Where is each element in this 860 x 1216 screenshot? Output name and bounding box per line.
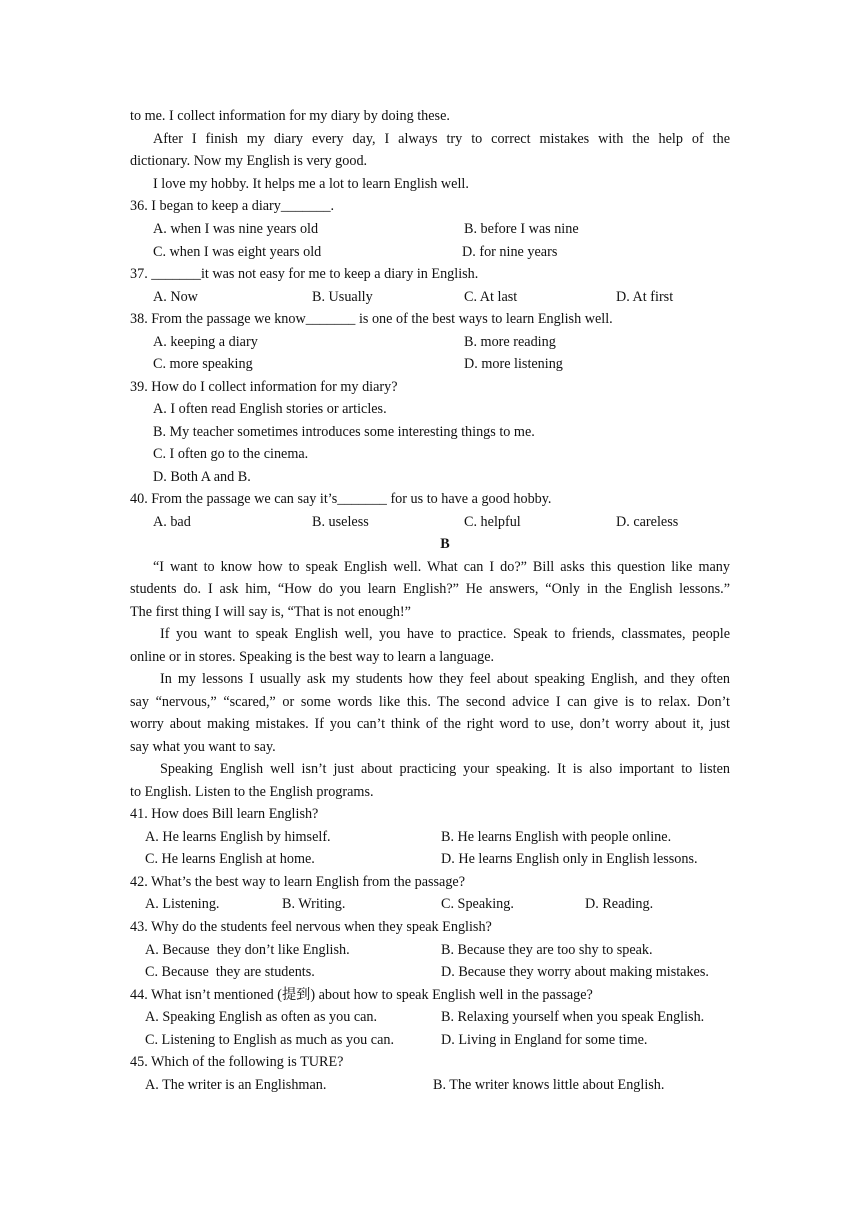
answer-option: D. for nine years (462, 244, 558, 260)
passage-b-line: students do. I ask him, “How do you learn English?” He answers, “Only in the English lessons.” (130, 581, 730, 597)
question-stem: 40. From the passage we can say it’s_______ for us to have a good hobby. (130, 491, 552, 507)
section-title: B (440, 536, 450, 552)
question-stem: 38. From the passage we know_______ is one of the best ways to learn English well. (130, 311, 613, 327)
passage-b-line: “I want to know how to speak English well. What can I do?” Bill asks this question like many (153, 559, 730, 575)
question-stem: 41. How does Bill learn English? (130, 806, 319, 822)
answer-option: B. useless (312, 514, 369, 530)
answer-option: A. when I was nine years old (153, 221, 319, 237)
question-stem: 45. Which of the following is TURE? (130, 1054, 344, 1070)
answer-option: C. more speaking (153, 356, 253, 372)
passage-b-line: If you want to speak English well, you have to practice. Speak to friends, classmates, people (160, 626, 730, 642)
answer-option: D. Because they worry about making mistakes. (441, 964, 709, 980)
answer-option: D. At first (616, 289, 674, 305)
passage-b-line: worry about making mistakes. If you can’t think of the right word to use, don’t worry about it, just (130, 716, 730, 732)
answer-option: B. Usually (312, 289, 373, 305)
question-stem: 42. What’s the best way to learn English from the passage? (130, 874, 466, 890)
question-stem: 39. How do I collect information for my diary? (130, 379, 398, 395)
answer-option: B. before I was nine (464, 221, 579, 237)
answer-option: A. Now (153, 289, 198, 305)
passage-b-line: The first thing I will say is, “That is not enough!” (130, 604, 411, 620)
answer-option: B. Writing. (282, 896, 346, 912)
answer-option: C. I often go to the cinema. (153, 446, 309, 462)
question-stem: 36. I began to keep a diary_______. (130, 198, 335, 214)
answer-option: A. Speaking English as often as you can. (145, 1009, 378, 1025)
answer-option: A. keeping a diary (153, 334, 258, 350)
answer-option: C. At last (464, 289, 518, 305)
question-stem: 44. What isn’t mentioned (提到) about how to speak English well in the passage? (130, 987, 593, 1003)
answer-option: B. Relaxing yourself when you speak English. (441, 1009, 705, 1025)
answer-option: A. Because they don’t like English. (145, 942, 350, 958)
passage-b-line: online or in stores. Speaking is the best way to learn a language. (130, 649, 495, 665)
answer-option: D. Living in England for some time. (441, 1032, 648, 1048)
passage-b-line: In my lessons I usually ask my students how they feel about speaking English, and they often (160, 671, 730, 687)
answer-option: D. Both A and B. (153, 469, 251, 485)
answer-option: B. He learns English with people online. (441, 829, 672, 845)
question-stem: 43. Why do the students feel nervous when they speak English? (130, 919, 492, 935)
answer-option: A. bad (153, 514, 191, 530)
answer-option: C. Because they are students. (145, 964, 315, 980)
passage-a-line: to me. I collect information for my diary by doing these. (130, 108, 450, 124)
answer-option: B. My teacher sometimes introduces some interesting things to me. (153, 424, 535, 440)
passage-b-line: to English. Listen to the English programs. (130, 784, 374, 800)
passage-a-line: After I finish my diary every day, I always try to correct mistakes with the help of the (153, 131, 730, 147)
passage-b-line: say “nervous,” “scared,” or some words like this. The second advice I can give is to relax. Don’t (130, 694, 730, 710)
answer-option: A. Listening. (145, 896, 220, 912)
passage-a-line: I love my hobby. It helps me a lot to learn English well. (153, 176, 469, 192)
passage-b-line: Speaking English well isn’t just about practicing your speaking. It is also important to listen (160, 761, 730, 777)
answer-option: A. He learns English by himself. (145, 829, 331, 845)
answer-option: A. The writer is an Englishman. (145, 1077, 327, 1093)
passage-b-line: say what you want to say. (130, 739, 276, 755)
passage-a-line: dictionary. Now my English is very good. (130, 153, 368, 169)
answer-option: C. helpful (464, 514, 521, 530)
answer-option: B. Because they are too shy to speak. (441, 942, 653, 958)
answer-option: D. more listening (464, 356, 563, 372)
answer-option: A. I often read English stories or articles. (153, 401, 387, 417)
answer-option: B. The writer knows little about English. (433, 1077, 665, 1093)
answer-option: C. when I was eight years old (153, 244, 322, 260)
answer-option: D. Reading. (585, 896, 654, 912)
answer-option: B. more reading (464, 334, 556, 350)
answer-option: C. Listening to English as much as you can. (145, 1032, 395, 1048)
answer-option: D. He learns English only in English lessons. (441, 851, 698, 867)
question-stem: 37. _______it was not easy for me to keep a diary in English. (130, 266, 479, 282)
answer-option: C. He learns English at home. (145, 851, 315, 867)
answer-option: C. Speaking. (441, 896, 514, 912)
answer-option: D. careless (616, 514, 679, 530)
